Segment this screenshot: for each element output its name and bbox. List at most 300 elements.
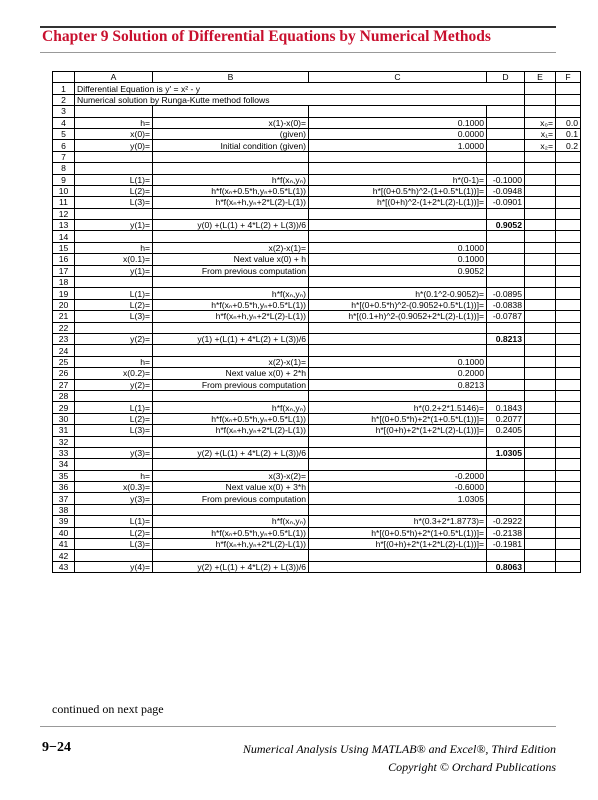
cell-f[interactable]	[556, 208, 581, 219]
cell-f[interactable]	[556, 447, 581, 458]
row-number[interactable]: 25	[53, 356, 75, 367]
cell-f[interactable]	[556, 527, 581, 538]
cell-c[interactable]: 1.0305	[309, 493, 487, 504]
cell-d[interactable]	[487, 265, 525, 276]
row-number[interactable]: 13	[53, 220, 75, 231]
cell-c[interactable]: h*[(0+h)^2-(1+2*L(2)-L(1))]=	[309, 197, 487, 208]
cell-e[interactable]	[525, 504, 556, 515]
column-header-e[interactable]: E	[525, 72, 556, 83]
cell-c[interactable]	[309, 277, 487, 288]
cell-d[interactable]: -0.0901	[487, 197, 525, 208]
cell-f[interactable]	[556, 163, 581, 174]
cell-d[interactable]	[487, 117, 525, 128]
cell-a[interactable]: y(2)=	[75, 333, 153, 344]
cell-f[interactable]	[556, 106, 581, 117]
cell-f[interactable]	[556, 83, 581, 94]
cell-c[interactable]	[309, 208, 487, 219]
cell-e[interactable]	[525, 345, 556, 356]
cell-f[interactable]	[556, 277, 581, 288]
cell-b[interactable]: From previous computation	[153, 493, 309, 504]
cell-a[interactable]: h=	[75, 117, 153, 128]
corner-cell[interactable]	[53, 72, 75, 83]
cell-e[interactable]	[525, 106, 556, 117]
cell-e[interactable]: x₀=	[525, 117, 556, 128]
row-number[interactable]: 19	[53, 288, 75, 299]
cell-e[interactable]	[525, 151, 556, 162]
cell-e[interactable]	[525, 459, 556, 470]
cell-a[interactable]: y(1)=	[75, 220, 153, 231]
cell-d[interactable]	[487, 242, 525, 253]
cell-f[interactable]: 0.1	[556, 128, 581, 139]
cell-d[interactable]	[487, 459, 525, 470]
cell-e[interactable]	[525, 231, 556, 242]
row-number[interactable]: 5	[53, 128, 75, 139]
cell-b[interactable]: h*f(xₙ+0.5*h,yₙ+0.5*L(1))	[153, 413, 309, 424]
cell-f[interactable]: 0.2	[556, 140, 581, 151]
cell-e[interactable]	[525, 322, 556, 333]
cell-a[interactable]: y(3)=	[75, 447, 153, 458]
cell-d[interactable]	[487, 345, 525, 356]
cell-d[interactable]	[487, 356, 525, 367]
row-number[interactable]: 41	[53, 539, 75, 550]
cell-a[interactable]	[75, 459, 153, 470]
cell-b[interactable]	[153, 322, 309, 333]
cell-b[interactable]: From previous computation	[153, 265, 309, 276]
cell-e[interactable]	[525, 516, 556, 527]
cell-e[interactable]	[525, 493, 556, 504]
row-number[interactable]: 4	[53, 117, 75, 128]
cell-b[interactable]	[153, 345, 309, 356]
cell-b[interactable]	[153, 459, 309, 470]
cell-a[interactable]: x(0.2)=	[75, 368, 153, 379]
cell-e[interactable]	[525, 413, 556, 424]
cell-a[interactable]	[75, 208, 153, 219]
cell-c[interactable]: 0.1000	[309, 356, 487, 367]
cell-e[interactable]	[525, 482, 556, 493]
cell-c[interactable]	[309, 390, 487, 401]
row-number[interactable]: 10	[53, 185, 75, 196]
row-number[interactable]: 31	[53, 425, 75, 436]
cell-f[interactable]	[556, 482, 581, 493]
cell-c[interactable]: h*(0-1)=	[309, 174, 487, 185]
cell-a[interactable]: x(0.1)=	[75, 254, 153, 265]
cell-e[interactable]	[525, 208, 556, 219]
row-number[interactable]: 16	[53, 254, 75, 265]
cell-a[interactable]: Differential Equation is y' = x² - y	[75, 83, 525, 94]
row-number[interactable]: 23	[53, 333, 75, 344]
cell-c[interactable]	[309, 447, 487, 458]
cell-d[interactable]: 0.2405	[487, 425, 525, 436]
cell-e[interactable]	[525, 390, 556, 401]
cell-f[interactable]	[556, 333, 581, 344]
cell-e[interactable]	[525, 470, 556, 481]
cell-d[interactable]	[487, 277, 525, 288]
cell-a[interactable]: y(2)=	[75, 379, 153, 390]
cell-e[interactable]	[525, 527, 556, 538]
cell-b[interactable]	[153, 277, 309, 288]
row-number[interactable]: 32	[53, 436, 75, 447]
cell-a[interactable]	[75, 277, 153, 288]
cell-e[interactable]	[525, 94, 556, 105]
cell-a[interactable]: L(3)=	[75, 311, 153, 322]
column-header-b[interactable]: B	[153, 72, 309, 83]
cell-d[interactable]: -0.2138	[487, 527, 525, 538]
cell-b[interactable]: h*f(xₙ+h,yₙ+2*L(2)-L(1))	[153, 425, 309, 436]
cell-a[interactable]	[75, 504, 153, 515]
cell-b[interactable]	[153, 151, 309, 162]
cell-c[interactable]: 0.0000	[309, 128, 487, 139]
cell-c[interactable]	[309, 561, 487, 572]
cell-c[interactable]: h*[(0+0.5*h)^2-(0.9052+0.5*L(1))]=	[309, 299, 487, 310]
cell-d[interactable]: 1.0305	[487, 447, 525, 458]
cell-e[interactable]	[525, 368, 556, 379]
row-number[interactable]: 29	[53, 402, 75, 413]
cell-d[interactable]	[487, 504, 525, 515]
cell-c[interactable]: 0.8213	[309, 379, 487, 390]
cell-c[interactable]: h*[(0+h)+2*(1+2*L(2)-L(1))]=	[309, 425, 487, 436]
cell-e[interactable]	[525, 174, 556, 185]
cell-f[interactable]	[556, 345, 581, 356]
column-header-f[interactable]: F	[556, 72, 581, 83]
cell-c[interactable]	[309, 459, 487, 470]
cell-c[interactable]	[309, 106, 487, 117]
cell-d[interactable]: -0.0948	[487, 185, 525, 196]
cell-f[interactable]	[556, 174, 581, 185]
cell-c[interactable]	[309, 163, 487, 174]
cell-d[interactable]: 0.8063	[487, 561, 525, 572]
cell-e[interactable]: x₁=	[525, 128, 556, 139]
cell-f[interactable]	[556, 185, 581, 196]
cell-b[interactable]: x(2)-x(1)=	[153, 356, 309, 367]
cell-c[interactable]: h*[(0+0.5*h)+2*(1+0.5*L(1))]=	[309, 413, 487, 424]
cell-e[interactable]	[525, 277, 556, 288]
row-number[interactable]: 14	[53, 231, 75, 242]
cell-f[interactable]	[556, 390, 581, 401]
cell-f[interactable]	[556, 539, 581, 550]
cell-f[interactable]	[556, 220, 581, 231]
cell-b[interactable]: h*f(xₙ,yₙ)	[153, 288, 309, 299]
cell-a[interactable]: y(3)=	[75, 493, 153, 504]
cell-d[interactable]: 0.9052	[487, 220, 525, 231]
cell-a[interactable]: L(3)=	[75, 425, 153, 436]
cell-d[interactable]	[487, 390, 525, 401]
cell-b[interactable]	[153, 163, 309, 174]
cell-a[interactable]	[75, 231, 153, 242]
cell-a[interactable]: x(0)=	[75, 128, 153, 139]
row-number[interactable]: 40	[53, 527, 75, 538]
cell-b[interactable]: h*f(xₙ,yₙ)	[153, 402, 309, 413]
cell-f[interactable]	[556, 265, 581, 276]
cell-c[interactable]: h*[(0+0.5*h)+2*(1+0.5*L(1))]=	[309, 527, 487, 538]
cell-f[interactable]	[556, 356, 581, 367]
row-number[interactable]: 30	[53, 413, 75, 424]
cell-f[interactable]	[556, 94, 581, 105]
row-number[interactable]: 28	[53, 390, 75, 401]
cell-c[interactable]: h*(0.3+2*1.8773)=	[309, 516, 487, 527]
cell-c[interactable]	[309, 550, 487, 561]
cell-f[interactable]	[556, 550, 581, 561]
cell-a[interactable]	[75, 163, 153, 174]
cell-d[interactable]: -0.0895	[487, 288, 525, 299]
cell-a[interactable]: h=	[75, 242, 153, 253]
row-number[interactable]: 9	[53, 174, 75, 185]
cell-a[interactable]: L(2)=	[75, 527, 153, 538]
cell-b[interactable]	[153, 208, 309, 219]
cell-c[interactable]	[309, 231, 487, 242]
cell-b[interactable]: y(0) +(L(1) + 4*L(2) + L(3))/6	[153, 220, 309, 231]
cell-f[interactable]	[556, 368, 581, 379]
cell-d[interactable]: 0.8213	[487, 333, 525, 344]
cell-f[interactable]	[556, 151, 581, 162]
cell-e[interactable]	[525, 163, 556, 174]
cell-b[interactable]: Next value x(0) + h	[153, 254, 309, 265]
cell-d[interactable]	[487, 208, 525, 219]
row-number[interactable]: 15	[53, 242, 75, 253]
cell-c[interactable]: h*(0.1^2-0.9052)=	[309, 288, 487, 299]
cell-a[interactable]	[75, 390, 153, 401]
cell-e[interactable]	[525, 311, 556, 322]
cell-e[interactable]	[525, 83, 556, 94]
cell-e[interactable]	[525, 265, 556, 276]
cell-a[interactable]: h=	[75, 356, 153, 367]
cell-d[interactable]	[487, 482, 525, 493]
row-number[interactable]: 39	[53, 516, 75, 527]
cell-d[interactable]	[487, 436, 525, 447]
cell-a[interactable]: L(1)=	[75, 516, 153, 527]
row-number[interactable]: 21	[53, 311, 75, 322]
row-number[interactable]: 34	[53, 459, 75, 470]
cell-a[interactable]	[75, 322, 153, 333]
cell-d[interactable]	[487, 231, 525, 242]
cell-a[interactable]: L(1)=	[75, 174, 153, 185]
cell-c[interactable]	[309, 333, 487, 344]
row-number[interactable]: 26	[53, 368, 75, 379]
column-header-a[interactable]: A	[75, 72, 153, 83]
cell-d[interactable]	[487, 379, 525, 390]
cell-b[interactable]	[153, 436, 309, 447]
row-number[interactable]: 43	[53, 561, 75, 572]
cell-e[interactable]	[525, 447, 556, 458]
cell-b[interactable]	[153, 106, 309, 117]
cell-c[interactable]	[309, 220, 487, 231]
row-number[interactable]: 38	[53, 504, 75, 515]
cell-a[interactable]: L(3)=	[75, 197, 153, 208]
row-number[interactable]: 36	[53, 482, 75, 493]
cell-d[interactable]	[487, 151, 525, 162]
row-number[interactable]: 42	[53, 550, 75, 561]
cell-b[interactable]	[153, 550, 309, 561]
row-number[interactable]: 3	[53, 106, 75, 117]
cell-a[interactable]: L(1)=	[75, 402, 153, 413]
cell-d[interactable]	[487, 368, 525, 379]
cell-a[interactable]: x(0.3)=	[75, 482, 153, 493]
cell-d[interactable]	[487, 493, 525, 504]
cell-b[interactable]: y(2) +(L(1) + 4*L(2) + L(3))/6	[153, 561, 309, 572]
cell-a[interactable]: h=	[75, 470, 153, 481]
row-number[interactable]: 12	[53, 208, 75, 219]
cell-f[interactable]	[556, 242, 581, 253]
cell-f[interactable]	[556, 322, 581, 333]
cell-f[interactable]	[556, 379, 581, 390]
cell-c[interactable]: 1.0000	[309, 140, 487, 151]
cell-e[interactable]	[525, 436, 556, 447]
cell-c[interactable]: -0.2000	[309, 470, 487, 481]
row-number[interactable]: 24	[53, 345, 75, 356]
row-number[interactable]: 37	[53, 493, 75, 504]
cell-d[interactable]	[487, 550, 525, 561]
cell-a[interactable]: Numerical solution by Runga-Kutte method follows	[75, 94, 525, 105]
cell-f[interactable]	[556, 413, 581, 424]
cell-e[interactable]	[525, 425, 556, 436]
cell-c[interactable]: 0.2000	[309, 368, 487, 379]
cell-b[interactable]	[153, 504, 309, 515]
cell-e[interactable]	[525, 402, 556, 413]
cell-c[interactable]: 0.1000	[309, 117, 487, 128]
cell-b[interactable]: h*f(xₙ+0.5*h,yₙ+0.5*L(1))	[153, 185, 309, 196]
cell-d[interactable]: -0.1000	[487, 174, 525, 185]
row-number[interactable]: 35	[53, 470, 75, 481]
column-header-d[interactable]: D	[487, 72, 525, 83]
cell-f[interactable]	[556, 299, 581, 310]
cell-e[interactable]	[525, 288, 556, 299]
cell-b[interactable]: y(1) +(L(1) + 4*L(2) + L(3))/6	[153, 333, 309, 344]
cell-b[interactable]: h*f(xₙ+0.5*h,yₙ+0.5*L(1))	[153, 527, 309, 538]
cell-b[interactable]: x(2)-x(1)=	[153, 242, 309, 253]
cell-a[interactable]: L(1)=	[75, 288, 153, 299]
column-header-c[interactable]: C	[309, 72, 487, 83]
row-number[interactable]: 18	[53, 277, 75, 288]
cell-b[interactable]	[153, 231, 309, 242]
cell-a[interactable]	[75, 106, 153, 117]
cell-b[interactable]: From previous computation	[153, 379, 309, 390]
cell-f[interactable]	[556, 470, 581, 481]
cell-a[interactable]: L(2)=	[75, 185, 153, 196]
cell-c[interactable]: h*[(0.1+h)^2-(0.9052+2*L(2)-L(1))]=	[309, 311, 487, 322]
cell-b[interactable]	[153, 390, 309, 401]
cell-a[interactable]	[75, 436, 153, 447]
cell-c[interactable]: -0.6000	[309, 482, 487, 493]
cell-e[interactable]	[525, 254, 556, 265]
row-number[interactable]: 27	[53, 379, 75, 390]
cell-c[interactable]	[309, 345, 487, 356]
cell-e[interactable]	[525, 550, 556, 561]
cell-f[interactable]	[556, 516, 581, 527]
cell-f[interactable]	[556, 311, 581, 322]
cell-e[interactable]	[525, 197, 556, 208]
cell-a[interactable]: L(2)=	[75, 299, 153, 310]
cell-b[interactable]: h*f(xₙ,yₙ)	[153, 516, 309, 527]
cell-c[interactable]: 0.1000	[309, 254, 487, 265]
row-number[interactable]: 11	[53, 197, 75, 208]
cell-b[interactable]: y(2) +(L(1) + 4*L(2) + L(3))/6	[153, 447, 309, 458]
cell-d[interactable]: -0.0787	[487, 311, 525, 322]
cell-e[interactable]	[525, 379, 556, 390]
cell-f[interactable]	[556, 254, 581, 265]
cell-c[interactable]: h*[(0+0.5*h)^2-(1+0.5*L(1))]=	[309, 185, 487, 196]
cell-b[interactable]: x(1)-x(0)=	[153, 117, 309, 128]
row-number[interactable]: 8	[53, 163, 75, 174]
cell-a[interactable]: L(3)=	[75, 539, 153, 550]
row-number[interactable]: 22	[53, 322, 75, 333]
cell-d[interactable]	[487, 163, 525, 174]
cell-b[interactable]: Next value x(0) + 2*h	[153, 368, 309, 379]
cell-c[interactable]	[309, 504, 487, 515]
cell-d[interactable]: 0.2077	[487, 413, 525, 424]
cell-f[interactable]	[556, 425, 581, 436]
cell-b[interactable]: h*f(xₙ+h,yₙ+2*L(2)-L(1))	[153, 311, 309, 322]
cell-f[interactable]	[556, 459, 581, 470]
row-number[interactable]: 2	[53, 94, 75, 105]
cell-f[interactable]	[556, 231, 581, 242]
cell-a[interactable]	[75, 345, 153, 356]
cell-f[interactable]	[556, 402, 581, 413]
cell-a[interactable]	[75, 151, 153, 162]
cell-a[interactable]	[75, 550, 153, 561]
cell-e[interactable]	[525, 299, 556, 310]
cell-b[interactable]: x(3)-x(2)=	[153, 470, 309, 481]
row-number[interactable]: 17	[53, 265, 75, 276]
cell-c[interactable]: 0.1000	[309, 242, 487, 253]
row-number[interactable]: 6	[53, 140, 75, 151]
cell-f[interactable]: 0.0	[556, 117, 581, 128]
cell-a[interactable]: y(0)=	[75, 140, 153, 151]
cell-b[interactable]: (given)	[153, 128, 309, 139]
cell-a[interactable]: y(4)=	[75, 561, 153, 572]
row-number[interactable]: 1	[53, 83, 75, 94]
cell-d[interactable]	[487, 128, 525, 139]
cell-c[interactable]	[309, 436, 487, 447]
cell-f[interactable]	[556, 436, 581, 447]
cell-f[interactable]	[556, 561, 581, 572]
cell-c[interactable]: h*(0.2+2*1.5146)=	[309, 402, 487, 413]
cell-b[interactable]: Next value x(0) + 3*h	[153, 482, 309, 493]
cell-e[interactable]	[525, 185, 556, 196]
cell-a[interactable]: y(1)=	[75, 265, 153, 276]
cell-e[interactable]	[525, 561, 556, 572]
cell-d[interactable]	[487, 322, 525, 333]
cell-e[interactable]	[525, 539, 556, 550]
cell-c[interactable]	[309, 322, 487, 333]
cell-d[interactable]	[487, 106, 525, 117]
cell-c[interactable]	[309, 151, 487, 162]
cell-b[interactable]: h*f(xₙ+h,yₙ+2*L(2)-L(1))	[153, 197, 309, 208]
cell-c[interactable]: 0.9052	[309, 265, 487, 276]
cell-f[interactable]	[556, 197, 581, 208]
cell-f[interactable]	[556, 288, 581, 299]
row-number[interactable]: 33	[53, 447, 75, 458]
cell-e[interactable]	[525, 220, 556, 231]
cell-f[interactable]	[556, 493, 581, 504]
cell-d[interactable]	[487, 254, 525, 265]
cell-b[interactable]: h*f(xₙ+0.5*h,yₙ+0.5*L(1))	[153, 299, 309, 310]
cell-a[interactable]: L(2)=	[75, 413, 153, 424]
cell-e[interactable]	[525, 242, 556, 253]
cell-d[interactable]	[487, 140, 525, 151]
cell-b[interactable]: Initial condition (given)	[153, 140, 309, 151]
cell-b[interactable]: h*f(xₙ+h,yₙ+2*L(2)-L(1))	[153, 539, 309, 550]
cell-e[interactable]: x₂=	[525, 140, 556, 151]
cell-d[interactable]: -0.1981	[487, 539, 525, 550]
cell-d[interactable]: -0.2922	[487, 516, 525, 527]
cell-d[interactable]: 0.1843	[487, 402, 525, 413]
cell-e[interactable]	[525, 333, 556, 344]
row-number[interactable]: 20	[53, 299, 75, 310]
row-number[interactable]: 7	[53, 151, 75, 162]
cell-f[interactable]	[556, 504, 581, 515]
cell-c[interactable]: h*[(0+h)+2*(1+2*L(2)-L(1))]=	[309, 539, 487, 550]
cell-d[interactable]	[487, 470, 525, 481]
cell-b[interactable]: h*f(xₙ,yₙ)	[153, 174, 309, 185]
